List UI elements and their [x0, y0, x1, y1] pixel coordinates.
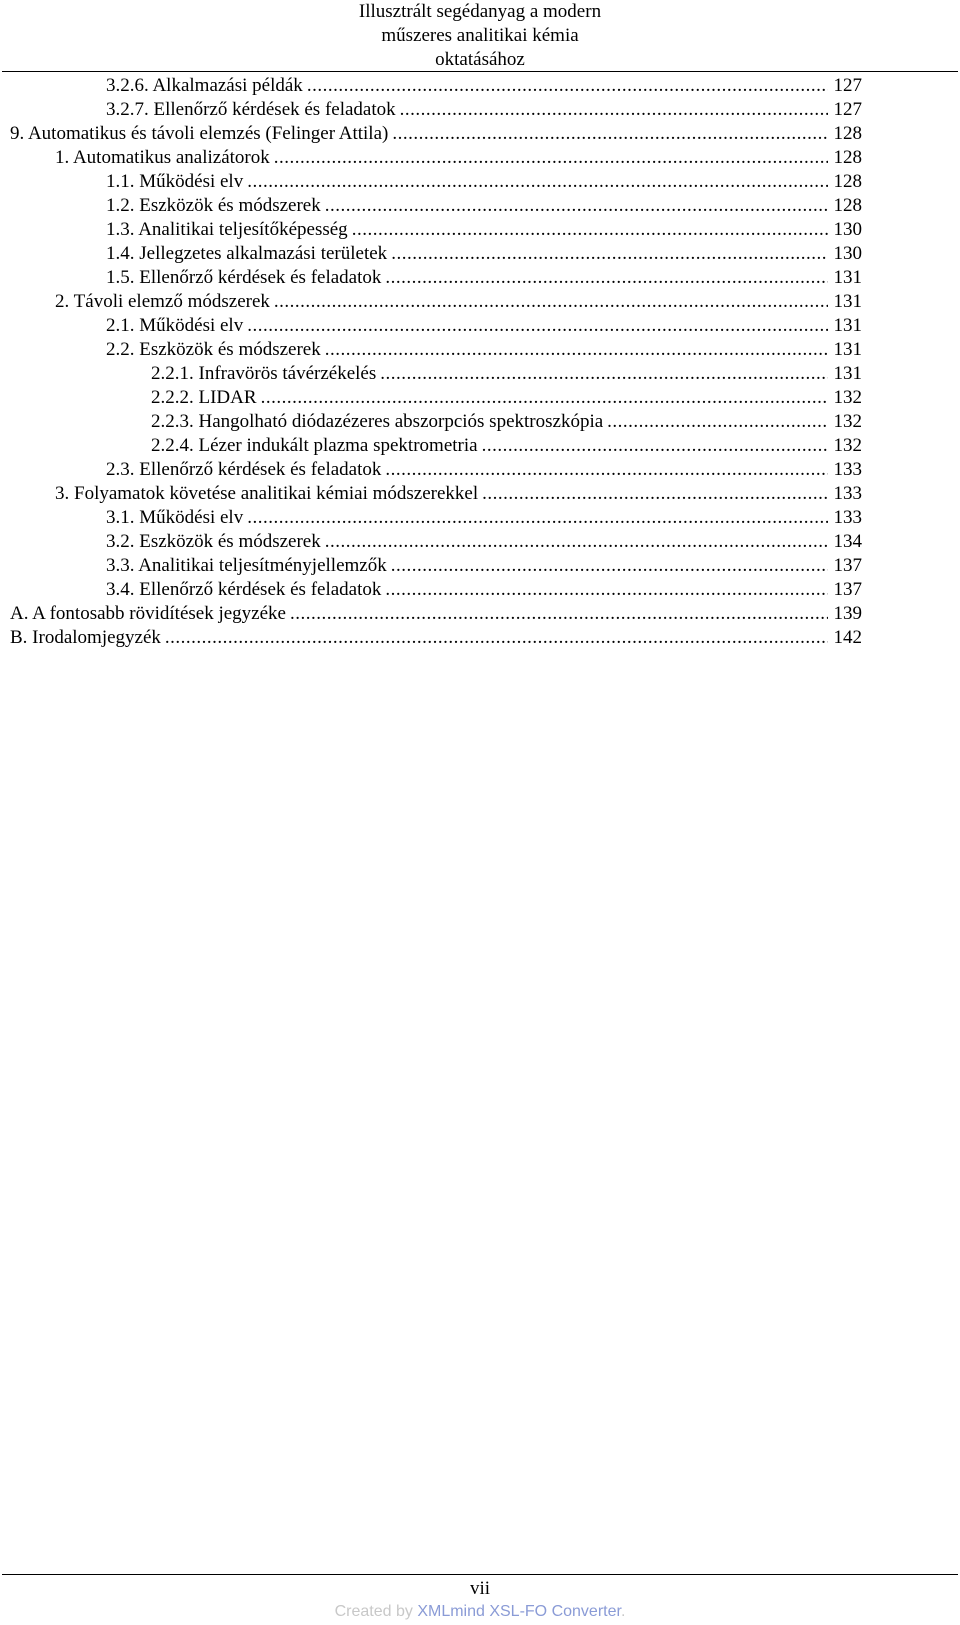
toc-entry-page: 128 — [833, 171, 862, 192]
toc-entry-page: 137 — [833, 579, 862, 600]
header-title-line-2: műszeres analitikai kémia — [381, 25, 579, 46]
toc-entry-page: 128 — [833, 147, 862, 168]
toc-entry[interactable] — [106, 458, 862, 482]
toc-entry-title: 3.1. Működési elv — [106, 507, 244, 528]
toc-entry-page: 133 — [833, 459, 862, 480]
toc-dot-leader — [261, 386, 828, 410]
credit-brand-link[interactable]: XMLmind XSL-FO Converter — [417, 1603, 621, 1620]
toc-entry[interactable] — [106, 242, 862, 266]
toc-entry[interactable] — [106, 338, 862, 362]
footer-credit — [0, 1602, 960, 1622]
footer-divider — [2, 1574, 958, 1575]
toc-entry[interactable] — [55, 290, 862, 314]
toc-dot-leader — [392, 122, 827, 146]
header-divider — [2, 71, 958, 72]
toc-entry-title: 2. Távoli elemző módszerek — [55, 291, 270, 312]
toc-entry[interactable] — [106, 506, 862, 530]
toc-entry-page: 132 — [833, 387, 862, 408]
toc-entry-page: 131 — [833, 363, 862, 384]
toc-entry-title: 3.2. Eszközök és módszerek — [106, 531, 321, 552]
toc-dot-leader — [325, 194, 828, 218]
toc-entry-title: 2.2.1. Infravörös távérzékelés — [151, 363, 377, 384]
toc-entry[interactable] — [55, 146, 862, 170]
toc-dot-leader — [247, 170, 827, 194]
toc-entry[interactable] — [106, 530, 862, 554]
toc-entry-title: 3.2.6. Alkalmazási példák — [106, 75, 303, 96]
toc-entry[interactable] — [106, 266, 862, 290]
page-number: vii — [469, 1578, 491, 1599]
toc-dot-leader — [352, 218, 828, 242]
toc-dot-leader — [307, 74, 828, 98]
toc-dot-leader — [385, 266, 827, 290]
toc-dot-leader — [391, 242, 827, 266]
credit-suffix: . — [620, 1603, 626, 1620]
toc-entry[interactable] — [106, 218, 862, 242]
toc-entry-title: 9. Automatikus és távoli elemzés (Felinger Attila) — [10, 123, 389, 144]
toc-entry-title: 2.2. Eszközök és módszerek — [106, 339, 321, 360]
header-title-line-1: Illusztrált segédanyag a modern — [358, 1, 602, 22]
toc-dot-leader — [247, 314, 827, 338]
toc-entry-page: 137 — [833, 555, 862, 576]
toc-entry-title: B. Irodalomjegyzék — [10, 627, 161, 648]
toc-entry[interactable] — [106, 74, 862, 98]
toc-entry-title: A. A fontosabb rövidítések jegyzéke — [10, 603, 286, 624]
toc-entry-page: 133 — [833, 507, 862, 528]
toc-entry-title: 2.1. Működési elv — [106, 315, 244, 336]
toc-entry[interactable] — [10, 122, 862, 146]
toc-entry-page: 128 — [833, 123, 862, 144]
toc-entry-title: 2.2.2. LIDAR — [151, 387, 257, 408]
toc-entry-page: 132 — [833, 411, 862, 432]
toc-dot-leader — [385, 578, 827, 602]
toc-entry-title: 1.4. Jellegzetes alkalmazási területek — [106, 243, 388, 264]
toc-entry-page: 132 — [833, 435, 862, 456]
toc-entry-title: 3.3. Analitikai teljesítményjellemzők — [106, 555, 387, 576]
toc-entry-title: 2.3. Ellenőrző kérdések és feladatok — [106, 459, 382, 480]
toc-entry-title: 3.4. Ellenőrző kérdések és feladatok — [106, 579, 382, 600]
toc-entry-page: 127 — [833, 75, 862, 96]
toc-entry-title: 1.5. Ellenőrző kérdések és feladatok — [106, 267, 382, 288]
toc-dot-leader — [274, 146, 828, 170]
toc-entry-page: 130 — [833, 243, 862, 264]
header-title-line-3: oktatásához — [435, 49, 525, 70]
toc-entry-page: 133 — [833, 483, 862, 504]
toc-entry[interactable] — [55, 482, 862, 506]
toc-entry[interactable] — [151, 434, 862, 458]
toc-dot-leader — [247, 506, 827, 530]
toc-entry-title: 1.3. Analitikai teljesítőképesség — [106, 219, 348, 240]
toc-dot-leader — [325, 338, 828, 362]
toc-entry[interactable] — [106, 314, 862, 338]
toc-dot-leader — [482, 482, 827, 506]
toc-entry-page: 127 — [833, 99, 862, 120]
toc-entry[interactable] — [10, 602, 862, 626]
toc-dot-leader — [607, 410, 827, 434]
toc-entry[interactable] — [151, 410, 862, 434]
toc-dot-leader — [385, 458, 827, 482]
toc-entry[interactable] — [106, 194, 862, 218]
toc-entry-title: 1.2. Eszközök és módszerek — [106, 195, 321, 216]
toc-dot-leader — [290, 602, 828, 626]
toc-entry[interactable] — [106, 578, 862, 602]
toc-entry[interactable] — [106, 98, 862, 122]
toc-entry-page: 130 — [833, 219, 862, 240]
toc-entry-title: 3. Folyamatok követése analitikai kémiai módszerekkel — [55, 483, 479, 504]
toc-dot-leader — [400, 98, 828, 122]
toc-entry-page: 131 — [833, 267, 862, 288]
toc-dot-leader — [274, 290, 828, 314]
toc-entry-page: 142 — [833, 627, 862, 648]
credit-prefix: Created by — [334, 1603, 418, 1620]
toc-dot-leader — [482, 434, 828, 458]
toc-entry-page: 134 — [833, 531, 862, 552]
toc-entry[interactable] — [10, 626, 862, 650]
toc-entry[interactable] — [106, 554, 862, 578]
toc-entry-page: 131 — [833, 291, 862, 312]
toc-entry-title: 1. Automatikus analizátorok — [55, 147, 270, 168]
toc-entry-title: 3.2.7. Ellenőrző kérdések és feladatok — [106, 99, 396, 120]
toc-entry-page: 131 — [833, 315, 862, 336]
toc-entry-page: 128 — [833, 195, 862, 216]
toc-dot-leader — [380, 362, 827, 386]
toc-entry[interactable] — [106, 170, 862, 194]
toc-entry-title: 2.2.4. Lézer indukált plazma spektrometria — [151, 435, 478, 456]
toc-entry-title: 2.2.3. Hangolható diódazézeres abszorpciós spektroszkópia — [151, 411, 604, 432]
toc-dot-leader — [325, 530, 828, 554]
toc-dot-leader — [165, 626, 828, 650]
toc-entry-page: 139 — [833, 603, 862, 624]
toc-dot-leader — [391, 554, 828, 578]
toc-entry-page: 131 — [833, 339, 862, 360]
toc-entry[interactable] — [151, 362, 862, 386]
toc-entry-title: 1.1. Működési elv — [106, 171, 244, 192]
toc-entry[interactable] — [151, 386, 862, 410]
